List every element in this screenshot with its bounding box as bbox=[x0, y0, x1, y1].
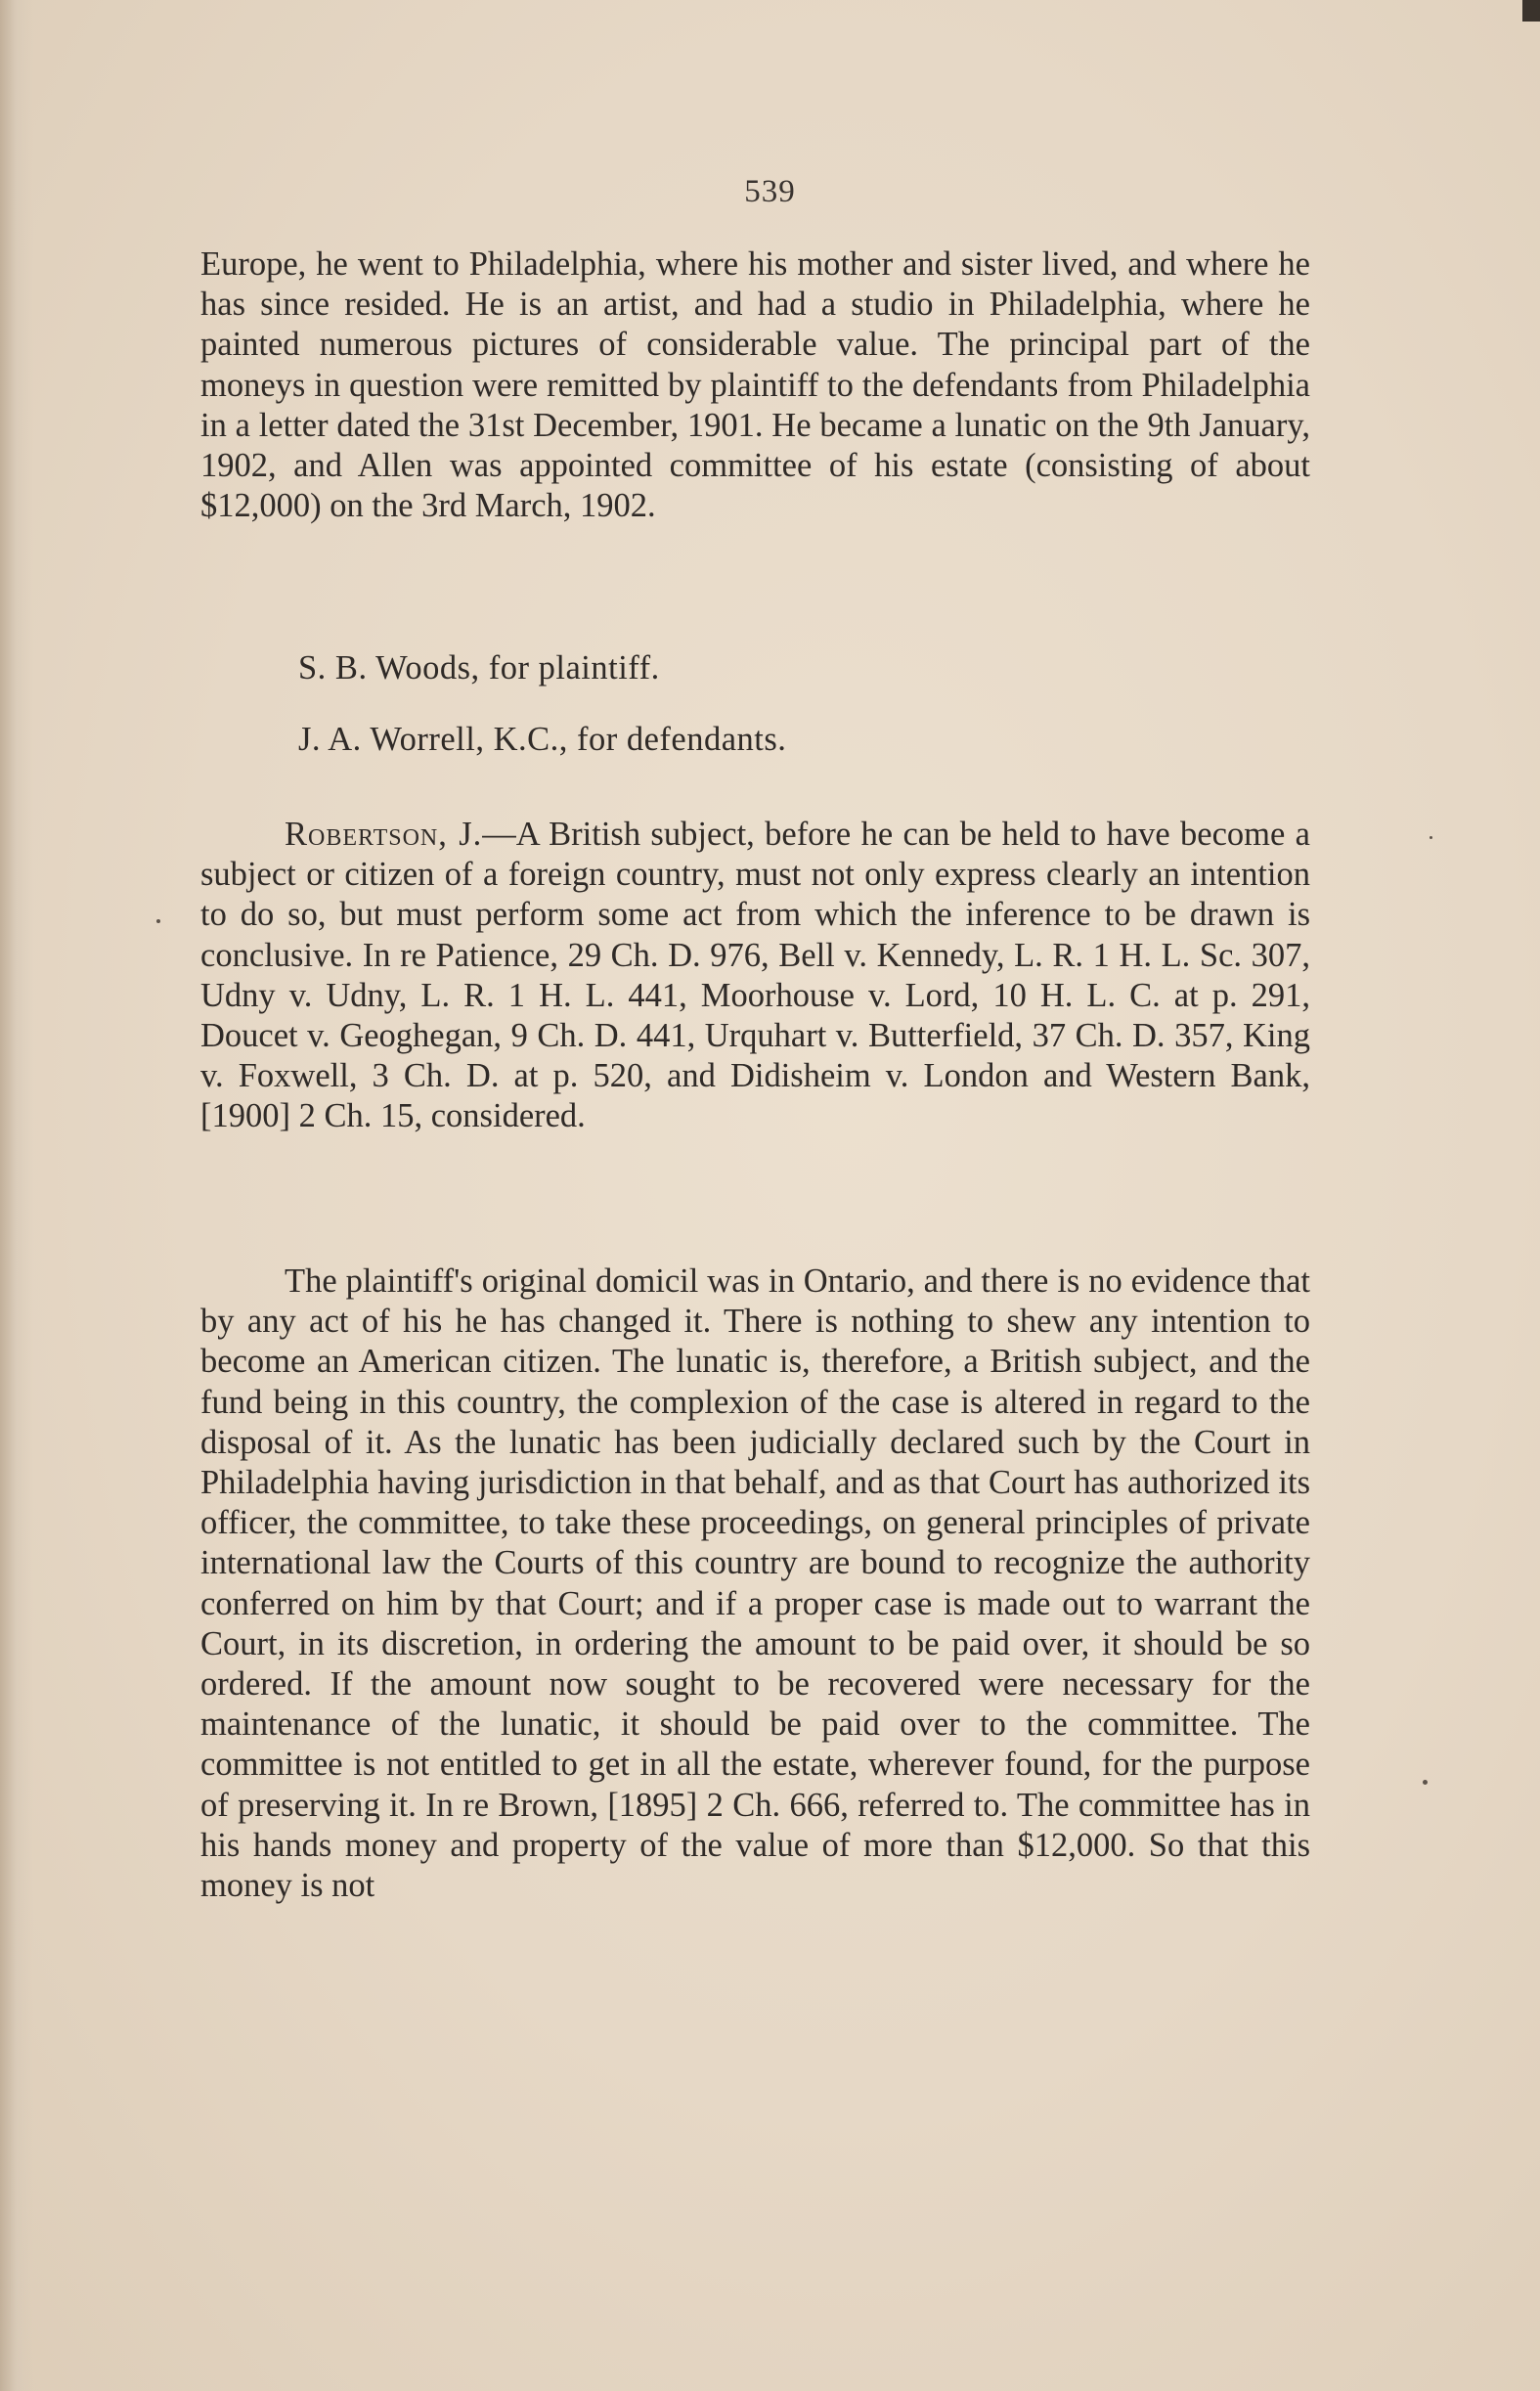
paper-speck bbox=[1430, 836, 1432, 839]
domicil-paragraph: The plaintiff's original domicil was in Ontario, and there is no evidence that by any act of his he has changed it. There is nothing to shew any intention to become an American citizen. The lunatic is, therefore, a British subject, and the fund being in this country, the complexion of the case is altered in regard to the disposal of it. As the lunatic has been judicially declared such by the Court in Philadelphia having jurisdiction in that behalf, and as that Court has authorized its officer, the committee, to take these proceedings, on general principles of private international law the Courts of this country are bound to recognize the authority conferred on him by that Court; and if a proper case is made out to warrant the Court, in its discretion, in ordering the amount to be paid over, it should be so ordered. If the amount now sought to be recovered were necessary for the maintenance of the lunatic, it should be paid over to the committee. The committee is not entitled to get in all the estate, wherever found, for the purpose of preserving it. In re Brown, [1895] 2 Ch. 666, referred to. The committee has in his hands money and property of the value of more than $12,000. So that this money is not bbox=[200, 1262, 1310, 1905]
counsel-plaintiff: S. B. Woods, for plaintiff. bbox=[298, 649, 660, 686]
page-corner-edge bbox=[1522, 0, 1540, 22]
judgment-paragraph bbox=[200, 815, 1310, 1137]
domicil-paragraph-block bbox=[200, 1262, 1310, 1906]
paper-speck bbox=[156, 919, 160, 923]
paper-speck bbox=[1423, 1780, 1428, 1785]
binding-gutter-shadow bbox=[0, 0, 33, 2391]
judgment-paragraph-block bbox=[200, 815, 1310, 1137]
page-number: 539 bbox=[744, 174, 796, 209]
opening-paragraph-block bbox=[200, 244, 1310, 526]
counsel-defendants: J. A. Worrell, K.C., for defendants. bbox=[298, 721, 787, 758]
opening-paragraph: Europe, he went to Philadelphia, where his mother and sister lived, and where he has since resided. He is an artist, and had a studio in Philadelphia, where he painted numerous pictures of considerable value. The principal part of the moneys in question were remitted by plaintiff to the defendants from Philadelphia in a letter dated the 31st December, 1901. He became a lunatic on the 9th January, 1902, and Allen was appointed committee of his estate (consisting of about $12,000) on the 3rd March, 1902. bbox=[200, 245, 1310, 525]
judge-name: Robertson, J. bbox=[285, 816, 483, 853]
judgment-text: —A British subject, before he can be held to have become a subject or citizen of a foreign country, must not only express clearly an intention to do so, but must perform some act from which the inference to be drawn is conclusive. In re Patience, 29 Ch. D. 976, Bell v. Kennedy, L. R. 1 H. L. Sc. 307, Udny v. Udny, L. R. 1 H. L. 441, Moorhouse v. Lord, 10 H. L. C. at p. 291, Doucet v. Geoghegan, 9 Ch. D. 441, Urquhart v. Butterfield, 37 Ch. D. 357, King v. Foxwell, 3 Ch. D. at p. 520, and Didisheim v. London and Western Bank, [1900] 2 Ch. 15, considered. bbox=[200, 816, 1310, 1135]
